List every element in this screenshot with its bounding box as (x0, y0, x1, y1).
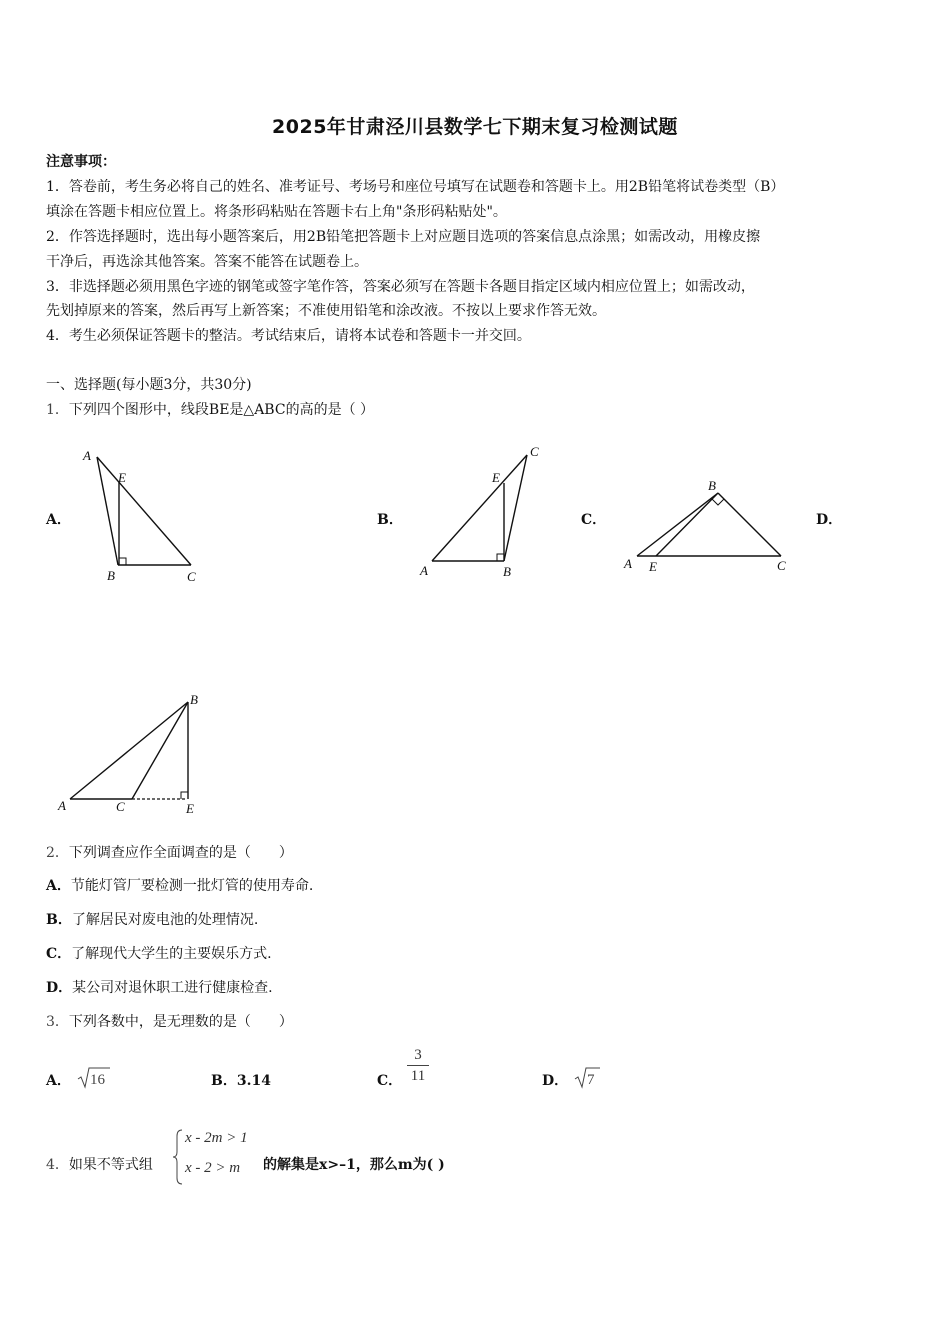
page-title: 2025年甘肃泾川县数学七下期末复习检测试题 (272, 116, 678, 138)
label-c: C (530, 444, 539, 459)
q3-option-d-label: D． (542, 1073, 569, 1089)
inequality-1: x - 2m > 1 (185, 1130, 248, 1146)
question-text: 下列四个图形中，线段BE是△ABC的高的是（ ） (68, 402, 375, 418)
label-e: E (649, 559, 657, 574)
label-a: A (58, 798, 66, 813)
option-label: D． (46, 980, 73, 996)
question-text: 下列各数中，是无理数的是（ ） (68, 1014, 293, 1030)
label-a: A (624, 556, 632, 571)
label-a: A (83, 448, 91, 463)
fraction (407, 1046, 429, 1085)
question-number: 1． (46, 402, 69, 418)
q3-option-b (211, 1073, 271, 1089)
q3-option-a-label: A． (46, 1073, 71, 1089)
label-b: B (190, 692, 198, 707)
inequality-2: x - 2 > m (185, 1160, 241, 1176)
question-number: 4． (46, 1157, 69, 1173)
notice-line: 1．答卷前，考生务必将自己的姓名、准考证号、考场号和座位号填写在试题卷和答题卡上。用2B铅笔将试卷类型（B） (46, 179, 785, 195)
option-a-label: A． (46, 512, 71, 528)
label-e: E (492, 470, 500, 485)
option-label: A． (46, 878, 71, 894)
option-text: 某公司对退休职工进行健康检查. (72, 980, 273, 996)
radicand: 16 (90, 1072, 105, 1088)
label-c: C (116, 799, 125, 814)
option-label: B． (211, 1073, 237, 1089)
option-label: C． (46, 946, 72, 962)
figure-c (620, 475, 800, 580)
notice-line: 填涂在答题卡相应位置上。将条形码粘贴在答题卡右上角"条形码粘贴处"。 (46, 204, 507, 220)
figure-d (55, 688, 215, 823)
q2-option-c (46, 946, 272, 962)
left-brace (172, 1128, 184, 1186)
fraction-bar (407, 1065, 429, 1066)
figure-a (78, 442, 208, 587)
question-text: 如果不等式组 (68, 1157, 153, 1173)
numerator: 3 (414, 1047, 422, 1063)
option-label: B． (46, 912, 72, 928)
radicand: 7 (587, 1072, 595, 1088)
option-text: 了解居民对废电池的处理情况. (71, 912, 259, 928)
question-1 (46, 402, 374, 418)
figure-b (412, 438, 552, 583)
q3-option-c-label: C． (377, 1073, 403, 1089)
denominator: 11 (410, 1068, 426, 1084)
question-3 (46, 1014, 293, 1030)
option-c-label: C． (581, 512, 607, 528)
label-b: B (107, 568, 115, 583)
q2-option-b (46, 912, 258, 928)
notice-line: 3．非选择题必须用黑色字迹的钢笔或签字笔作答，答案必须写在答题卡各题目指定区域内相应位置上；如需改动， (46, 279, 755, 295)
notice-heading: 注意事项： (46, 154, 116, 170)
option-b-label: B． (377, 512, 403, 528)
notice-line: 2．作答选择题时，选出每小题答案后，用2B铅笔把答题卡上对应题目选项的答案信息点涂黑；如需改动，用橡皮擦 (46, 229, 761, 245)
label-e: E (118, 470, 126, 485)
option-text: 节能灯管厂要检测一批灯管的使用寿命. (70, 878, 314, 894)
question-number: 3． (46, 1014, 69, 1030)
label-b: B (503, 564, 511, 579)
question-4-prefix (46, 1157, 153, 1173)
question-4-suffix (263, 1157, 445, 1173)
notice-line: 先划掉原来的答案，然后再写上新答案；不准使用铅笔和涂改液。不按以上要求作答无效。 (46, 303, 606, 319)
notice-line: 4．考生必须保证答题卡的整洁。考试结束后，请将本试卷和答题卡一并交回。 (46, 328, 531, 344)
q2-option-d (46, 980, 273, 996)
label-c: C (777, 558, 786, 573)
label-b: B (708, 478, 716, 493)
section-heading: 一、选择题(每小题3分，共30分) (46, 377, 252, 393)
label-a: A (420, 563, 428, 578)
option-d-label: D． (816, 512, 843, 528)
q2-option-a (46, 878, 313, 894)
label-e: E (186, 801, 194, 816)
option-text: 了解现代大学生的主要娱乐方式. (71, 946, 272, 962)
label-c: C (187, 569, 196, 584)
sqrt-7 (573, 1066, 603, 1090)
question-text: 下列调查应作全面调查的是（ ） (68, 845, 293, 861)
notice-line: 干净后，再选涂其他答案。答案不能答在试题卷上。 (46, 254, 368, 270)
option-text: 3.14 (236, 1073, 271, 1089)
sqrt-16 (76, 1066, 112, 1090)
question-text: 的解集是x>–1，那么m为( ) (263, 1157, 445, 1173)
question-2 (46, 845, 293, 861)
question-number: 2． (46, 845, 69, 861)
